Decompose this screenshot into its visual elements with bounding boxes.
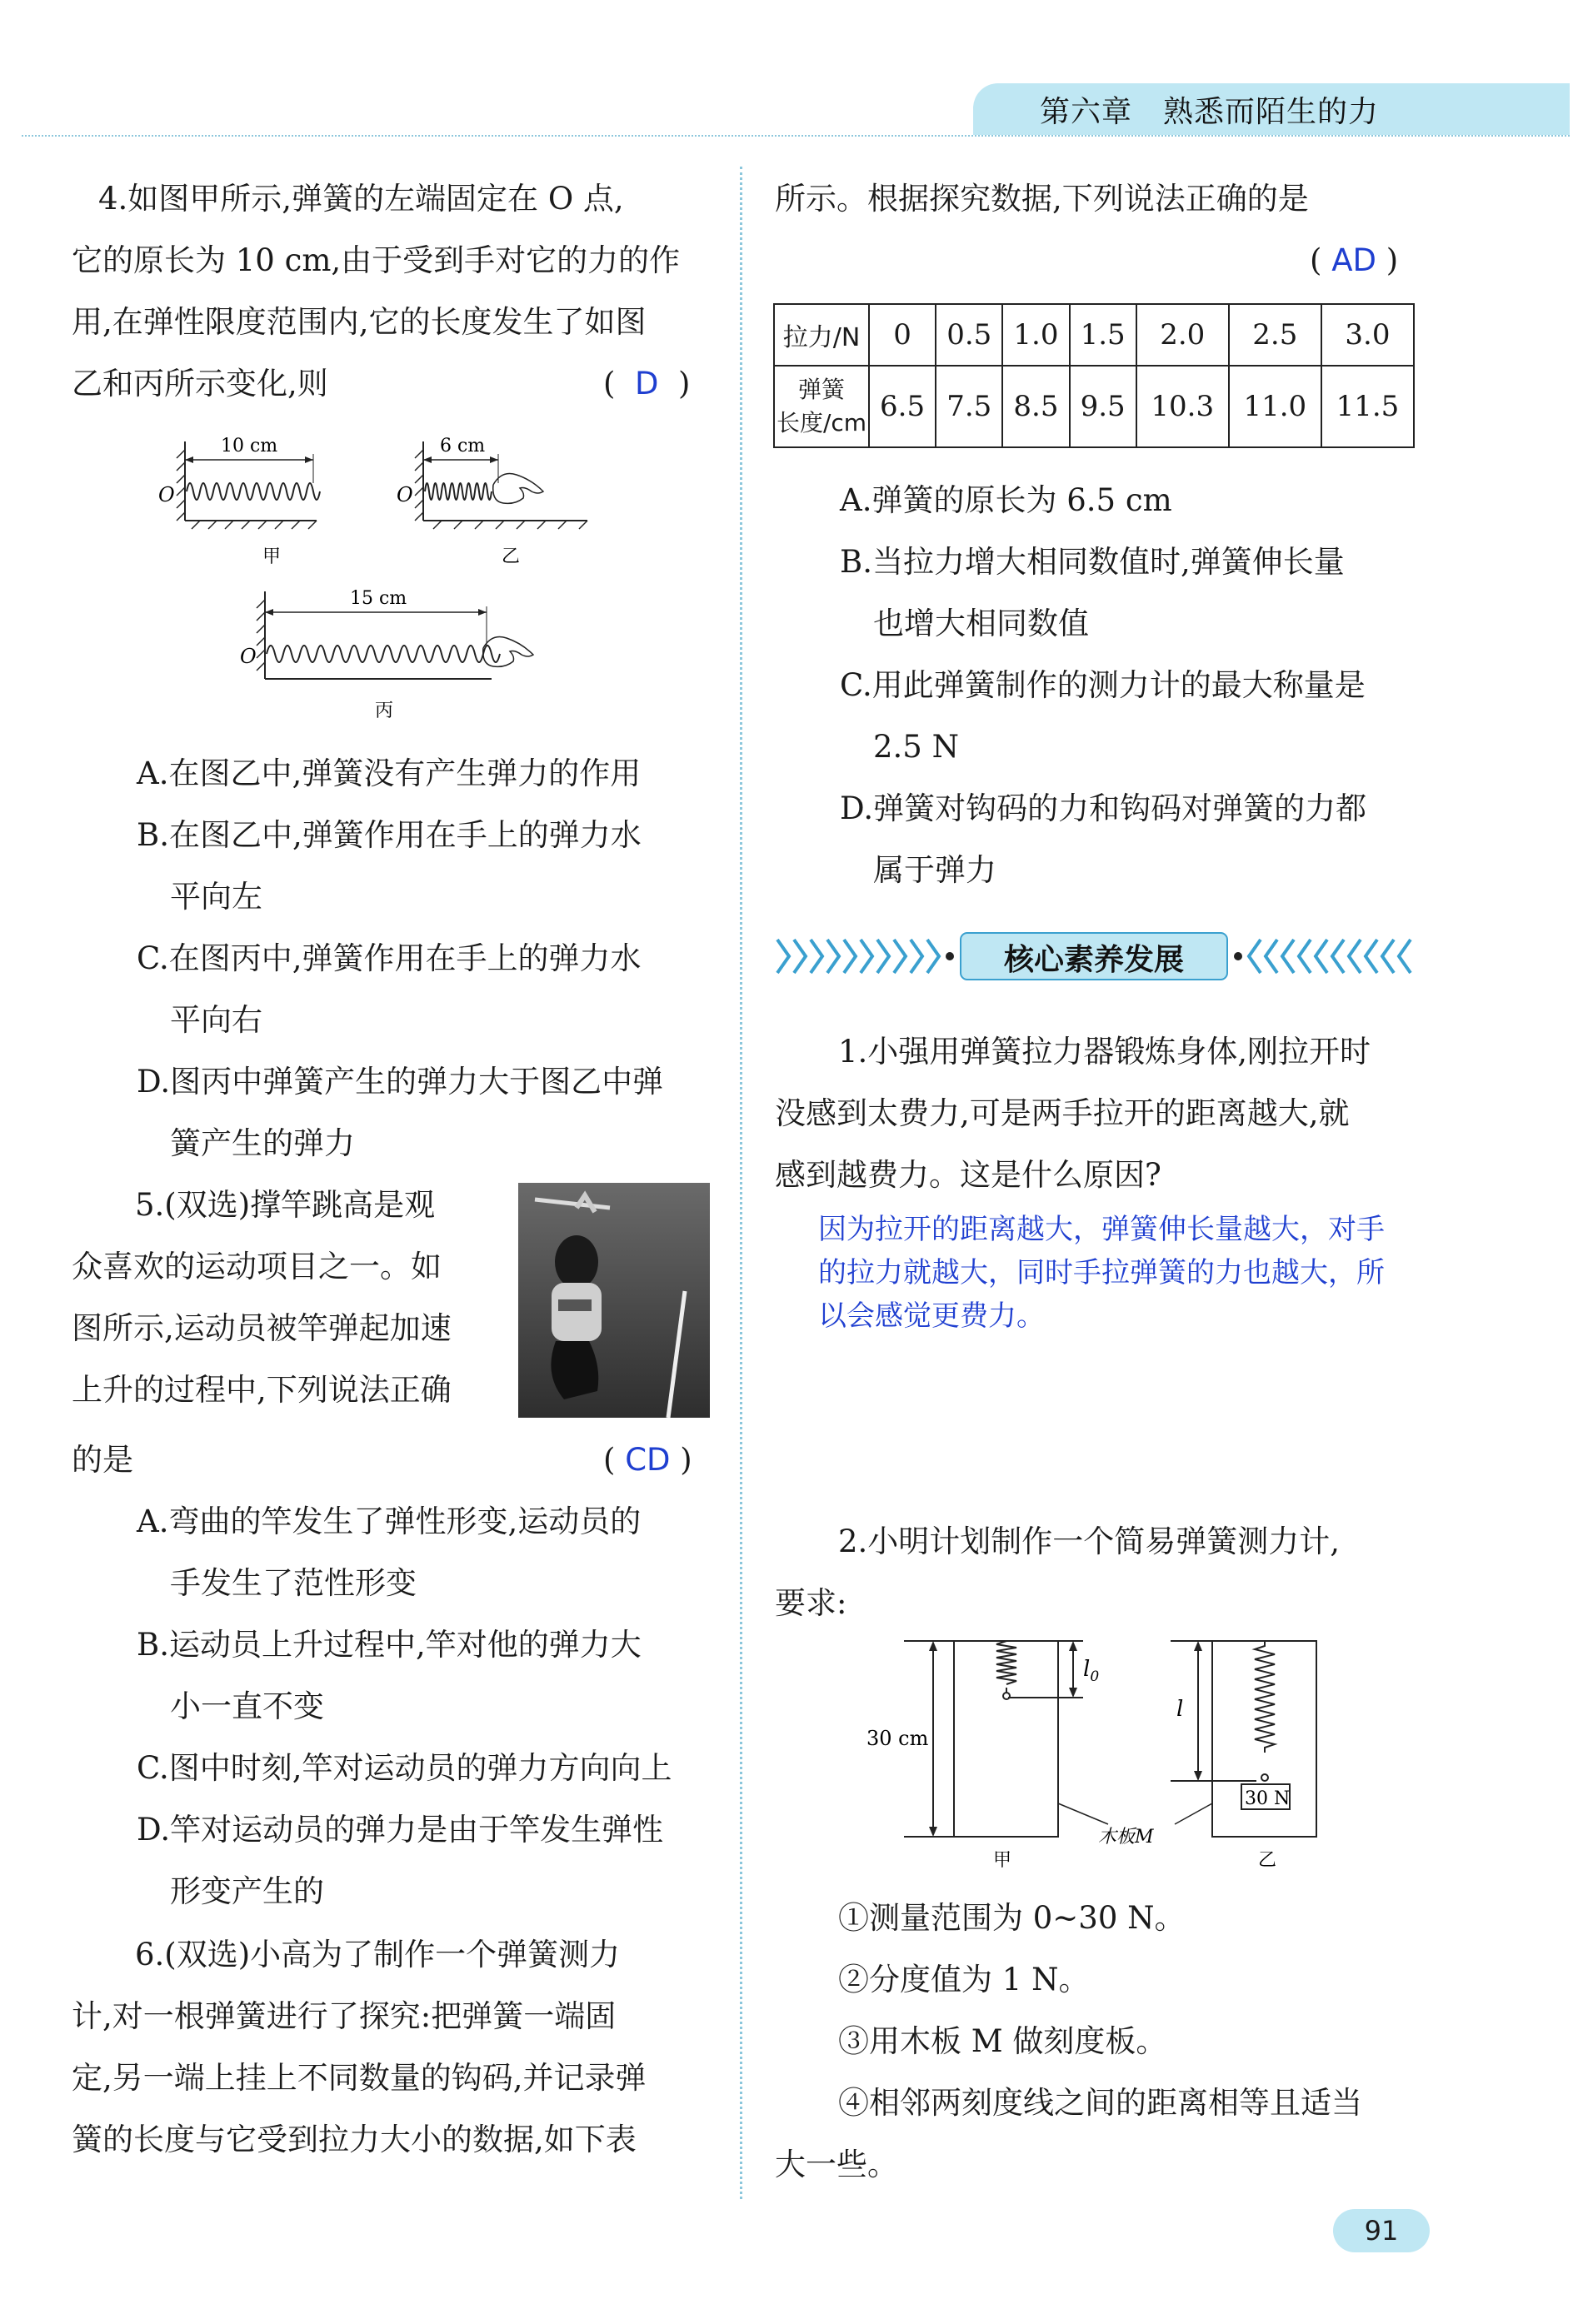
q6-line-2: 计,对一根弹簧进行了探究:把弹簧一端固 [72, 1998, 617, 2034]
c2-req-1: ①测量范围为 0~30 N。 [838, 1900, 1186, 1936]
q6-option-b-cont: 也增大相同数值 [873, 606, 1089, 641]
fig-label-yi: 乙 [502, 546, 521, 567]
q4-option-d-cont: 簧产生的弹力 [170, 1125, 355, 1161]
fig2-l: l [1176, 1697, 1184, 1722]
table-cell: 7.5 [936, 366, 1002, 447]
q5-answer-bracket: ( CD ) [603, 1442, 692, 1478]
q5-answer: CD [625, 1442, 671, 1478]
fig-len-yi: 6 cm [440, 436, 486, 456]
fig2-weight-label: 30 N [1245, 1788, 1291, 1809]
pole-vault-photo [518, 1183, 710, 1418]
c1-line-3: 感到越费力。这是什么原因? [775, 1157, 1161, 1193]
c2-line-1: 2.小明计划制作一个简易弹簧测力计, [838, 1524, 1341, 1559]
c2-req-3: ③用木板 M 做刻度板。 [838, 2023, 1167, 2059]
table-row-length [774, 366, 1414, 447]
fig2-label-jia: 甲 [993, 1850, 1012, 1871]
q6-option-c: C.用此弹簧制作的测力计的最大称量是 [840, 667, 1366, 703]
q6-cont-line: 所示。根据探究数据,下列说法正确的是 [775, 181, 1309, 217]
q4-option-b: B.在图乙中,弹簧作用在手上的弹力水 [137, 817, 642, 853]
q4-option-c: C.在图丙中,弹簧作用在手上的弹力水 [137, 940, 642, 976]
fig-o-yi: O [397, 483, 413, 506]
fig-o-jia: O [158, 483, 175, 506]
q6-option-d: D.弹簧对钩码的力和钩码对弹簧的力都 [840, 790, 1367, 826]
table-cell: 8.5 [1002, 366, 1069, 447]
table-cell: 11.0 [1229, 366, 1321, 447]
q4-line-2: 它的原长为 10 cm,由于受到手对它的力的作 [72, 242, 681, 278]
fig-o-bing: O [240, 645, 257, 668]
q4-option-c-cont: 平向右 [170, 1002, 262, 1038]
q5-option-b-cont: 小一直不变 [170, 1688, 324, 1724]
q5-line-3: 图所示,运动员被竿弹起加速 [72, 1310, 452, 1346]
c2-req-2: ②分度值为 1 N。 [838, 1962, 1090, 1997]
page-number: 91 [1333, 2209, 1430, 2252]
c1-answer-line-3: 以会感觉更费力。 [818, 1299, 1045, 1333]
table-cell: 6.5 [869, 366, 936, 447]
q4-answer-bracket: ( D ) [603, 366, 691, 401]
table-header-force: 拉力/N [774, 304, 869, 366]
q5-option-a: A.弯曲的竿发生了弹性形变,运动员的 [137, 1504, 642, 1539]
q5-option-d-cont: 形变产生的 [170, 1873, 324, 1909]
q4-answer: D [634, 366, 659, 401]
fig2-board-label: 木板M [1098, 1827, 1154, 1848]
q6-option-a: A.弹簧的原长为 6.5 cm [840, 482, 1172, 518]
q5-option-b: B.运动员上升过程中,竿对他的弹力大 [137, 1627, 642, 1663]
fig-label-bing: 丙 [375, 701, 394, 721]
fig-label-jia: 甲 [262, 546, 282, 567]
q5-line-4: 上升的过程中,下列说法正确 [72, 1372, 452, 1408]
chapter-title: 第六章 熟悉而陌生的力 [1040, 95, 1380, 129]
table-cell: 2.0 [1136, 304, 1229, 366]
q4-option-b-cont: 平向左 [170, 879, 262, 915]
table-cell: 1.0 [1002, 304, 1069, 366]
table-cell: 9.5 [1070, 366, 1136, 447]
q6-option-d-cont: 属于弹力 [873, 852, 996, 888]
c2-req-4-cont: 大一些。 [775, 2147, 898, 2182]
table-row-force [774, 304, 1414, 366]
fig2-height: 30 cm [866, 1727, 929, 1750]
table-header-length: 弹簧 长度/cm [774, 366, 869, 447]
table-cell: 3.0 [1321, 304, 1414, 366]
q5-option-c: C.图中时刻,竿对运动员的弹力方向向上 [137, 1750, 672, 1786]
c2-req-4: ④相邻两刻度线之间的距离相等且适当 [838, 2085, 1362, 2121]
column-divider [740, 167, 742, 2199]
q5-line-5: 的是 [72, 1442, 133, 1478]
q5-line-1: 5.(双选)撑竿跳高是观 [135, 1187, 436, 1223]
fig-len-bing: 15 cm [350, 588, 407, 609]
table-cell: 0.5 [936, 304, 1002, 366]
header-divider [22, 135, 1570, 137]
table-cell: 10.3 [1136, 366, 1229, 447]
fig2-label-yi: 乙 [1258, 1850, 1277, 1871]
table-cell: 11.5 [1321, 366, 1414, 447]
q4-line-1: 4.如图甲所示,弹簧的左端固定在 O 点, [98, 181, 624, 217]
spring-data-table [773, 303, 1415, 448]
q6-answer: AD [1331, 242, 1377, 278]
q4-line-4: 乙和丙所示变化,则 [72, 366, 328, 401]
q6-line-3: 定,另一端上挂上不同数量的钩码,并记录弹 [72, 2060, 647, 2096]
q6-line-4: 簧的长度与它受到拉力大小的数据,如下表 [72, 2122, 637, 2157]
q6-answer-bracket: ( AD ) [1310, 242, 1399, 278]
q5-line-2: 众喜欢的运动项目之一。如 [72, 1249, 442, 1284]
q4-option-a: A.在图乙中,弹簧没有产生弹力的作用 [137, 756, 642, 791]
c2-line-2: 要求: [775, 1585, 847, 1621]
c1-line-2: 没感到太费力,可是两手拉开的距离越大,就 [775, 1095, 1350, 1131]
c1-line-1: 1.小强用弹簧拉力器锻炼身体,刚拉开时 [838, 1034, 1371, 1070]
c1-answer-line-2: 的拉力就越大，同时手拉弹簧的力也越大，所 [818, 1256, 1385, 1289]
c1-answer-line-1: 因为拉开的距离越大，弹簧伸长量越大，对手 [818, 1213, 1385, 1246]
q6-option-c-cont: 2.5 N [873, 729, 959, 765]
table-cell: 2.5 [1229, 304, 1321, 366]
q5-option-a-cont: 手发生了范性形变 [170, 1565, 417, 1601]
q6-option-b: B.当拉力增大相同数值时,弹簧伸长量 [840, 544, 1345, 580]
fig2-l0: $l_0$ [1083, 1657, 1100, 1685]
table-cell: 0 [869, 304, 936, 366]
q5-option-d: D.竿对运动员的弹力是由于竿发生弹性 [137, 1812, 664, 1848]
section-title: 核心素养发展 [1003, 943, 1184, 977]
spring-scale-figure [858, 1633, 1341, 1874]
q4-option-d: D.图丙中弹簧产生的弹力大于图乙中弹 [137, 1064, 664, 1100]
fig-len-jia: 10 cm [221, 436, 278, 456]
table-cell: 1.5 [1070, 304, 1136, 366]
spring-figure [150, 425, 600, 733]
q6-line-1: 6.(双选)小高为了制作一个弹簧测力 [135, 1937, 621, 1972]
q4-line-3: 用,在弹性限度范围内,它的长度发生了如图 [72, 304, 647, 340]
